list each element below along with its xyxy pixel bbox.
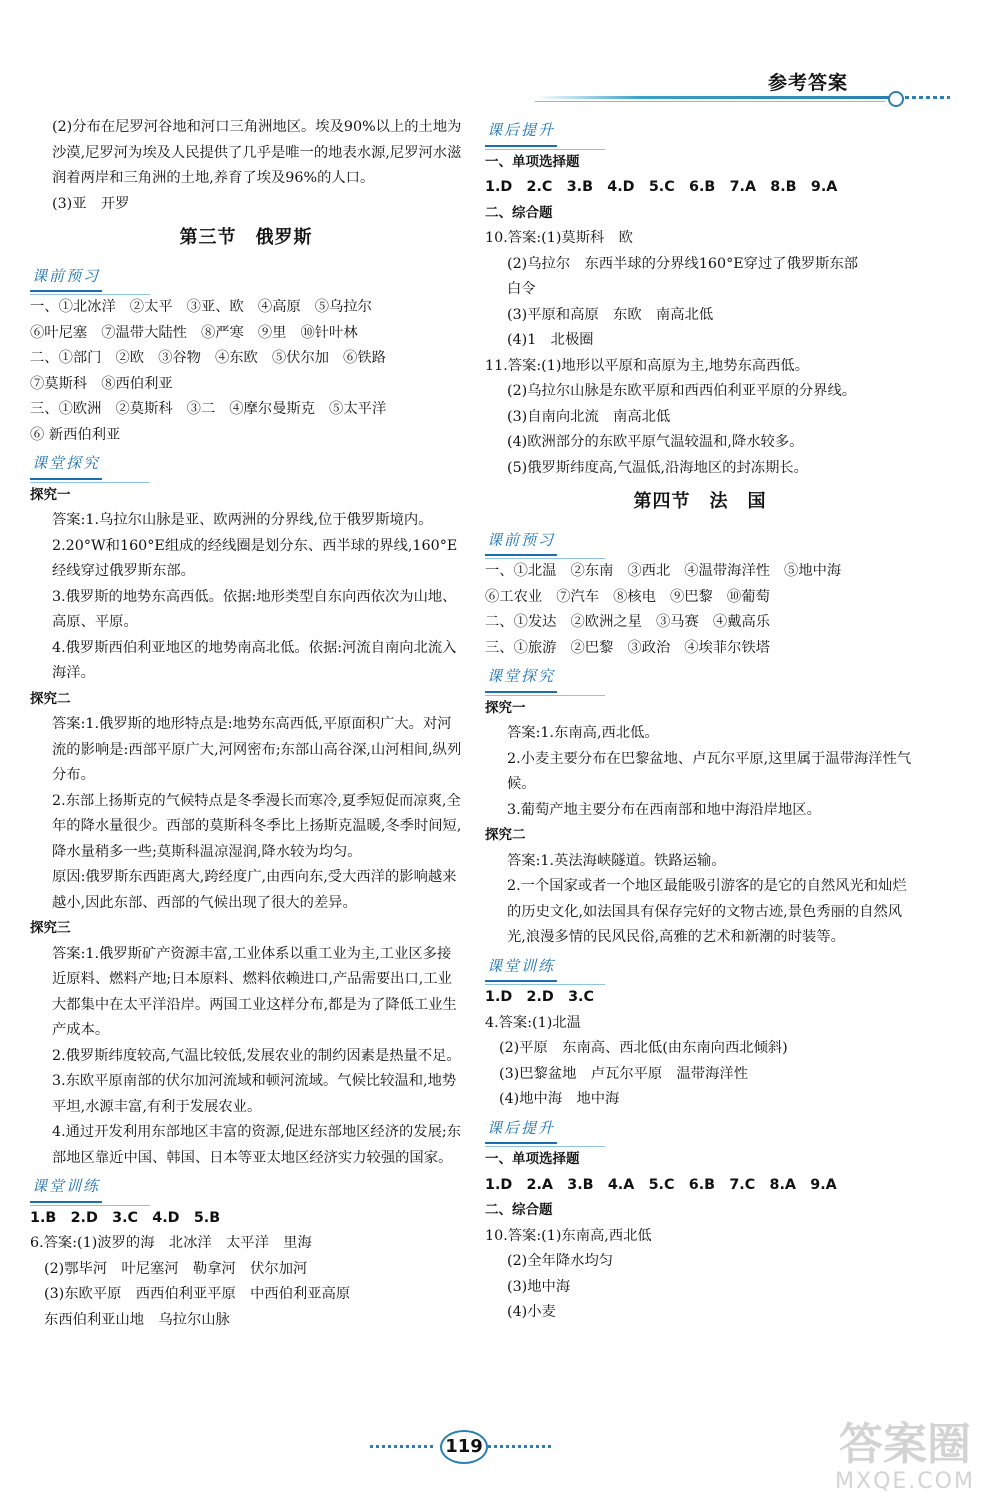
choice-answers: 1.D 2.C 3.B 4.D 5.C 6.B 7.A 8.B 9.A <box>485 179 838 195</box>
comp-answer: (3)自南向北流 南高北低 <box>507 408 671 425</box>
comp-answer: (3)地中海 <box>507 1278 571 1295</box>
explore-heading: 探究二 <box>30 690 71 707</box>
explore-answer: 3.东欧平原南部的伏尔加河流域和顿河流域。气候比较温和,地势平坦,水源丰富,有利于发展农业。 <box>52 1073 457 1115</box>
training-answers: 1.B 2.D 3.C 4.D 5.B <box>30 1209 221 1226</box>
tag-label: 课后提升 <box>485 118 557 147</box>
preview-row <box>485 610 915 636</box>
answer-item: 一、①北冰洋 <box>30 299 116 315</box>
explore-answer: 3.葡萄产地主要分布在西南部和地中海沿岸地区。 <box>507 801 821 818</box>
training-answer: (2)鄂毕河 叶尼塞河 勒拿河 伏尔加河 <box>44 1260 308 1277</box>
training-answer: 4.答案:(1)北温 <box>485 1014 581 1031</box>
answer-item: ③政治 <box>627 639 671 656</box>
answer-item: ⑨巴黎 <box>669 588 713 605</box>
answer-item: ⑥铁路 <box>343 350 386 366</box>
left-column <box>30 115 462 1333</box>
answer-item: ④东欧 <box>214 350 258 366</box>
preview-row <box>30 321 462 347</box>
training-answer: (2)平原 东南高、西北低(由东南向西北倾斜) <box>499 1040 788 1056</box>
training-answer: (3)巴黎盆地 卢瓦尔平原 温带海洋性 <box>499 1065 748 1082</box>
answer-item: ②巴黎 <box>570 639 614 656</box>
question-type-heading: 二、综合题 <box>485 1202 553 1218</box>
preview-row <box>30 372 462 398</box>
comp-answer: 10.答案:(1)莫斯科 欧 <box>485 230 633 246</box>
answer-item: 二、①发达 <box>485 614 557 630</box>
preview-row <box>485 585 915 611</box>
answer-item: ⑦汽车 <box>556 588 600 605</box>
watermark-url: MXQE.COM <box>835 1469 975 1494</box>
right-column <box>485 115 915 1326</box>
preview-row <box>485 559 915 585</box>
section-tag-explore <box>30 448 462 483</box>
question-type-heading: 一、单项选择题 <box>485 1151 580 1167</box>
comp-answer: (2)乌拉尔 东西半球的分界线160°E穿过了俄罗斯东部 <box>507 255 859 272</box>
explore-heading: 探究一 <box>30 486 71 503</box>
answer-item: ⑦莫斯科 <box>30 375 88 392</box>
tag-label: 课堂探究 <box>485 664 557 693</box>
answer-item: ④温带海洋性 <box>684 563 771 579</box>
tag-label: 课堂探究 <box>30 451 102 480</box>
section-title-france: 第四节 法 国 <box>633 491 767 512</box>
answer-item: ⑤乌拉尔 <box>314 299 372 315</box>
header-dotted-ornament <box>905 96 950 99</box>
answer-item: ⑧严寒 <box>200 324 244 341</box>
explore-heading: 探究三 <box>30 920 71 936</box>
answer-item: ⑥ 新西伯利亚 <box>30 426 121 443</box>
section-tag-training <box>30 1171 462 1206</box>
comp-answer: (4)小麦 <box>507 1304 556 1320</box>
training-answer: 6.答案:(1)波罗的海 北冰洋 太平洋 里海 <box>30 1235 312 1251</box>
comp-answer: (2)全年降水均匀 <box>507 1253 614 1269</box>
explore-answer: 2.东部上扬斯克的气候特点是冬季漫长而寒冷,夏季短促而凉爽,全年的降水量很少。西部的莫斯科冬季比上扬斯克温暖,冬季时间短,降水量稍多一些;莫斯科温凉湿润,降水较为均匀。 <box>52 792 462 860</box>
explore-answer: 2.俄罗斯纬度较高,气温比较低,发展农业的制约因素是热量不足。 <box>52 1047 461 1064</box>
explore-answer: 答案:1.东南高,西北低。 <box>507 725 659 741</box>
answer-item: ④摩尔曼斯克 <box>229 401 316 417</box>
answer-item: ③西北 <box>627 563 671 579</box>
preview-row <box>30 295 462 321</box>
answer-item: ⑥叶尼塞 <box>30 324 88 341</box>
comp-answer: (5)俄罗斯纬度高,气温低,沿海地区的封冻期长。 <box>507 459 808 476</box>
answer-item: ⑧西伯利亚 <box>101 375 173 392</box>
answer-item: 一、①北温 <box>485 563 557 579</box>
tag-label: 课堂训练 <box>485 954 557 983</box>
preview-row <box>30 397 462 423</box>
answer-item: ④埃菲尔铁塔 <box>684 639 771 656</box>
explore-heading: 探究一 <box>485 699 526 716</box>
section-tag-explore <box>485 661 915 696</box>
preview-row <box>30 346 462 372</box>
header-rule-thin <box>535 101 885 102</box>
intro-line: (3)亚 开罗 <box>52 195 130 212</box>
section-tag-after <box>485 115 915 150</box>
answer-item: ②欧 <box>115 350 145 366</box>
tag-label: 课堂训练 <box>30 1174 102 1203</box>
explore-answer: 3.俄罗斯的地势东高西低。依据:地形类型自东向西依次为山地、高原、平原。 <box>52 588 457 630</box>
tag-label: 课前预习 <box>30 264 102 293</box>
question-type-heading: 一、单项选择题 <box>485 153 580 170</box>
answer-item: ⑤地中海 <box>784 563 842 579</box>
section-tag-after <box>485 1113 915 1148</box>
comp-answer: (3)平原和高原 东欧 南高北低 <box>507 306 714 323</box>
page-footer <box>370 1428 550 1464</box>
answer-item: ③亚、欧 <box>186 299 244 315</box>
answer-item: ⑤伏尔加 <box>271 350 330 366</box>
tag-label: 课后提升 <box>485 1116 557 1145</box>
choice-answers: 1.D 2.A 3.B 4.A 5.C 6.B 7.C 8.A 9.A <box>485 1176 837 1193</box>
answer-item: ③二 <box>186 401 216 417</box>
explore-answer: 答案:1.乌拉尔山脉是亚、欧两洲的分界线,位于俄罗斯境内。 <box>52 512 433 528</box>
comp-answer: 10.答案:(1)东南高,西北低 <box>485 1227 652 1244</box>
training-answer: (4)地中海 地中海 <box>499 1091 620 1107</box>
intro-paragraph: (2)分布在尼罗河谷地和河口三角洲地区。埃及90%以上的土地为沙漠,尼罗河为埃及人民提供了几乎是唯一的地表水源,尼罗河水滋润着两岸和三角洲的土地,养育了埃及96%的人口。 <box>52 119 462 186</box>
section-tag-preview <box>485 525 915 560</box>
header-title: 参考答案 <box>768 72 849 94</box>
answer-item: ⑩针叶林 <box>300 324 358 341</box>
answer-item: ⑤太平洋 <box>329 401 387 417</box>
watermark-text: 答案圈 <box>839 1419 971 1470</box>
explore-answer: 原因:俄罗斯东西距离大,跨经度广,由西向东,受大西洋的影响越来越小,因此东部、西部的气候出现了很大的差异。 <box>52 869 457 911</box>
header-rule <box>535 96 890 99</box>
explore-answer: 2.20°W和160°E组成的经线圈是划分东、西半球的界线,160°E经线穿过俄罗斯东部。 <box>52 537 458 579</box>
comp-answer: (4)欧洲部分的东欧平原气温较温和,降水较多。 <box>507 434 804 450</box>
section-tag-preview <box>30 261 462 296</box>
answer-item: ②莫斯科 <box>115 401 173 417</box>
answer-item: ⑦温带大陆性 <box>101 324 187 341</box>
answer-item: 三、①欧洲 <box>30 401 102 417</box>
comp-answer: 11.答案:(1)地形以平原和高原为主,地势东高西低。 <box>485 357 809 374</box>
question-type-heading: 二、综合题 <box>485 204 553 221</box>
explore-heading: 探究二 <box>485 827 526 843</box>
explore-answer: 2.一个国家或者一个地区最能吸引游客的是它的自然风光和灿烂的历史文化,如法国具有保存完好的文物古迹,景色秀丽的自然风光,浪漫多情的民风民俗,高雅的艺术和新潮的时装等。 <box>507 878 907 945</box>
answer-item: ③谷物 <box>158 350 201 366</box>
footer-dots-left <box>370 1445 436 1448</box>
answer-item: ⑨里 <box>257 324 287 341</box>
explore-answer: 2.小麦主要分布在巴黎盆地、卢瓦尔平原,这里属于温带海洋性气候。 <box>507 750 912 792</box>
section-tag-training <box>485 951 915 986</box>
watermark-logo <box>820 1420 990 1500</box>
page-number: 119 <box>440 1430 488 1464</box>
answer-item: ⑧核电 <box>613 588 656 605</box>
comp-answer: (4)1 北极圈 <box>507 332 594 348</box>
comp-answer: 白令 <box>507 281 536 297</box>
comp-answer: (2)乌拉尔山脉是东欧平原和西西伯利亚平原的分界线。 <box>507 383 857 399</box>
training-answer: 东西伯利亚山地 乌拉尔山脉 <box>44 1311 230 1328</box>
answer-item: ⑥工农业 <box>485 588 543 605</box>
answer-item: ④戴高乐 <box>712 614 771 630</box>
training-answer: (3)东欧平原 西西伯利亚平原 中西伯利亚高原 <box>44 1286 351 1302</box>
answer-item: ④高原 <box>257 299 301 315</box>
answer-item: ③马赛 <box>655 614 699 630</box>
answer-item: 二、①部门 <box>30 350 102 366</box>
answer-item: ②东南 <box>570 563 614 579</box>
answer-item: ②欧洲之星 <box>570 614 642 630</box>
answer-item: ②太平 <box>129 299 173 315</box>
footer-dots-right <box>488 1445 554 1448</box>
preview-row <box>30 423 462 449</box>
section-title-russia: 第三节 俄罗斯 <box>179 227 313 248</box>
header-circle-ornament <box>888 91 904 107</box>
answer-item: 三、①旅游 <box>485 639 557 656</box>
answer-item: ⑩葡萄 <box>726 588 770 605</box>
explore-answer: 答案:1.英法海峡隧道。铁路运输。 <box>507 852 726 869</box>
tag-label: 课前预习 <box>485 528 557 557</box>
preview-row <box>485 636 915 662</box>
explore-answer: 4.通过开发利用东部地区丰富的资源,促进东部地区经济的发展;东部地区靠近中国、韩国、日本等亚太地区经济实力较强的国家。 <box>52 1124 462 1166</box>
explore-answer: 4.俄罗斯西伯利亚地区的地势南高北低。依据:河流自南向北流入海洋。 <box>52 639 457 681</box>
explore-answer: 答案:1.俄罗斯的地形特点是:地势东高西低,平原面积广大。对河流的影响是:西部平原广大,河网密布;东部山高谷深,山河相间,纵列分布。 <box>52 716 462 783</box>
training-answers: 1.D 2.D 3.C <box>485 989 594 1005</box>
explore-answer: 答案:1.俄罗斯矿产资源丰富,工业体系以重工业为主,工业区多接近原料、燃料产地;日本原料、燃料依赖进口,产品需要出口,工业大都集中在太平洋沿岸。两国工业这样分布,都是为了降低工业生产成本。 <box>52 945 457 1038</box>
